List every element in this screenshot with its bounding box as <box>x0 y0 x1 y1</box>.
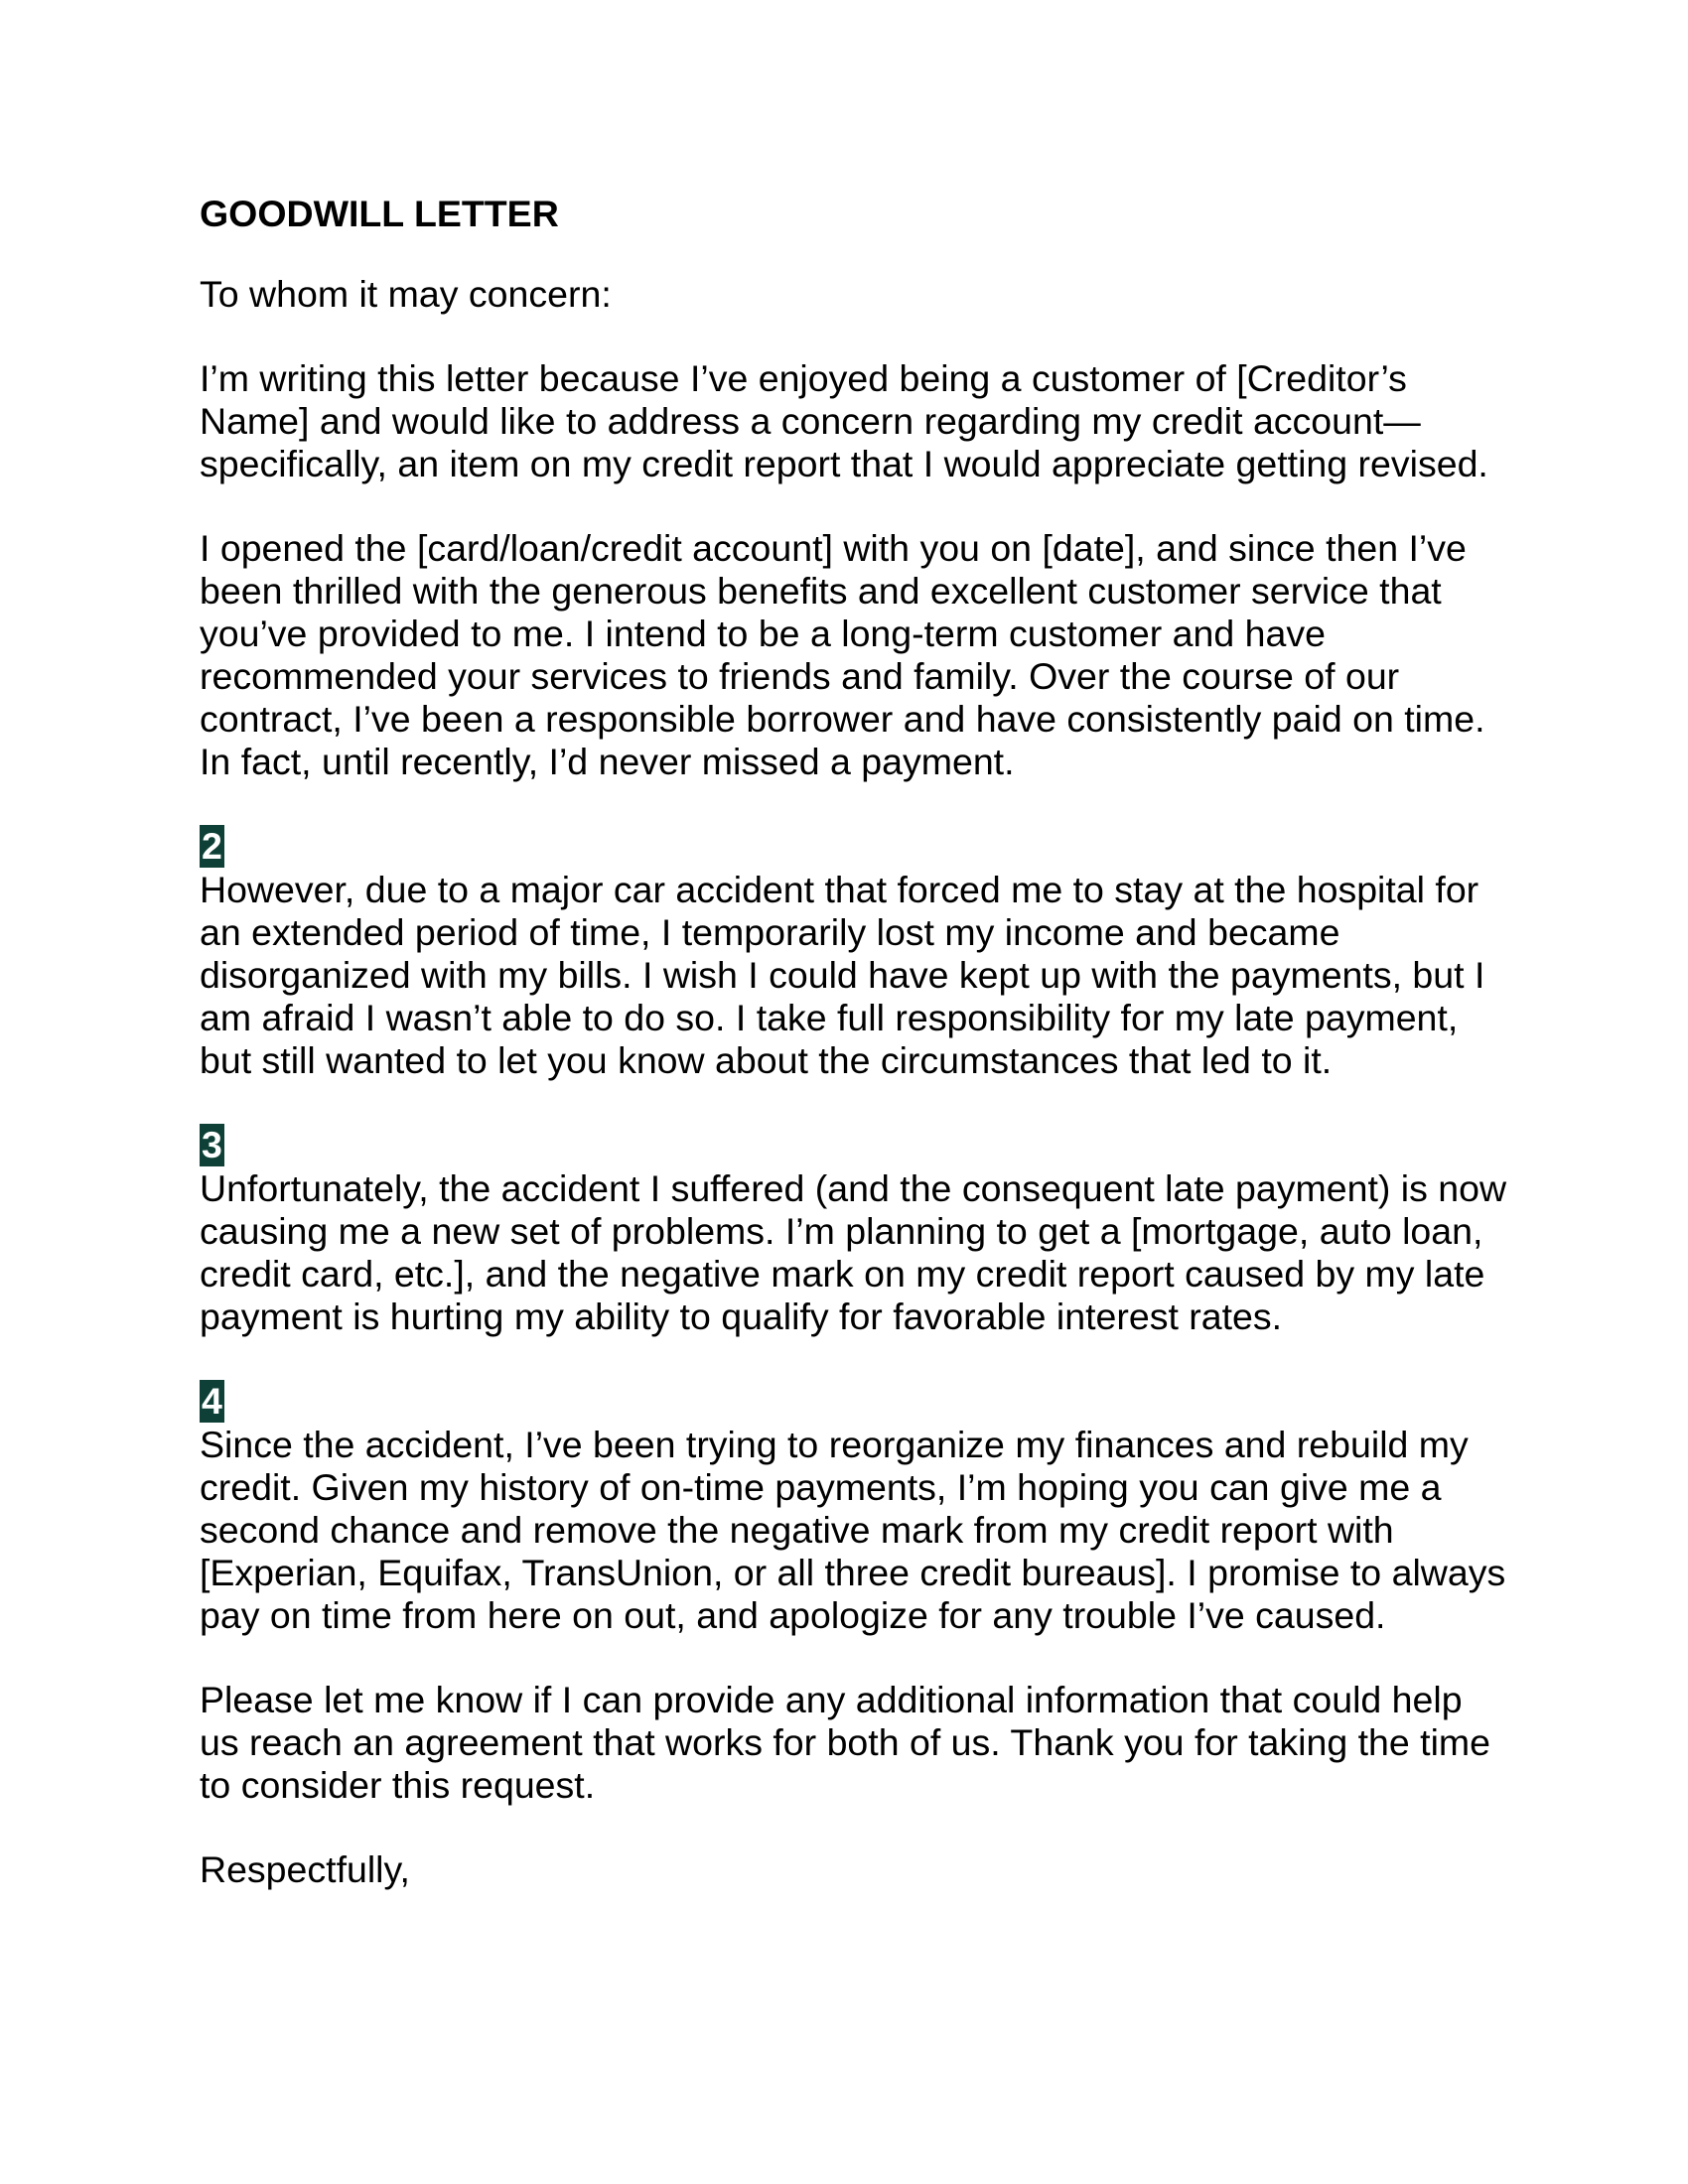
closing: Respectfully, <box>200 1848 410 1890</box>
paragraph-intro: I’m writing this letter because I’ve enjoyed being a customer of [Creditor’s Name] and would like to address a concern regarding my credit account—specifically, an item on my credit report that I would appreciate getting revised. <box>200 357 1488 484</box>
section-marker: 3 <box>202 1124 222 1165</box>
paragraph-request: Since the accident, I’ve been trying to reorganize my finances and rebuild my credit. Given my history of on-time payments, I’m hoping you can give me a second chance and remove the negative mark from my credit report with [Experian, Equifax, TransUnion, or all three credit bureaus]. I promise to always pay on time from here on out, and apologize for any trouble I’ve caused. <box>200 1424 1506 1636</box>
paragraph-consequences: Unfortunately, the accident I suffered (and the consequent late payment) is now causing me a new set of problems. I’m planning to get a [mortgage, auto loan, credit card, etc.], and the negative mark on my credit report caused by my late payment is hurting my ability to qualify for favorable interest rates. <box>200 1167 1507 1337</box>
section-2 <box>200 825 1510 1082</box>
section-marker: 4 <box>202 1380 222 1422</box>
paragraph-final: Please let me know if I can provide any additional information that could help us reach an agreement that works for both of us. Thank you for taking the time to consider this request. <box>200 1679 1491 1806</box>
salutation: To whom it may concern: <box>200 273 612 315</box>
section-3 <box>200 1124 1510 1338</box>
paragraph-accident: However, due to a major car accident that forced me to stay at the hospital for an extended period of time, I temporarily lost my income and became disorganized with my bills. I wish I could have kept up with the payments, but I am afraid I wasn’t able to do so. I take full responsibility for my late payment, but still wanted to let you know about the circumstances that led to it. <box>200 869 1485 1081</box>
section-4 <box>200 1380 1510 1637</box>
letter-title: GOODWILL LETTER <box>200 193 559 234</box>
letter-body <box>200 193 1510 1891</box>
section-marker: 2 <box>202 825 222 867</box>
paragraph-history: I opened the [card/loan/credit account] with you on [date], and since then I’ve been thrilled with the generous benefits and excellent customer service that you’ve provided to me. I intend to be a long-term customer and have recommended your services to friends and family. Over the course of our contract, I’ve been a responsible borrower and have consistently paid on time. In fact, until recently, I’d never missed a payment. <box>200 527 1485 782</box>
